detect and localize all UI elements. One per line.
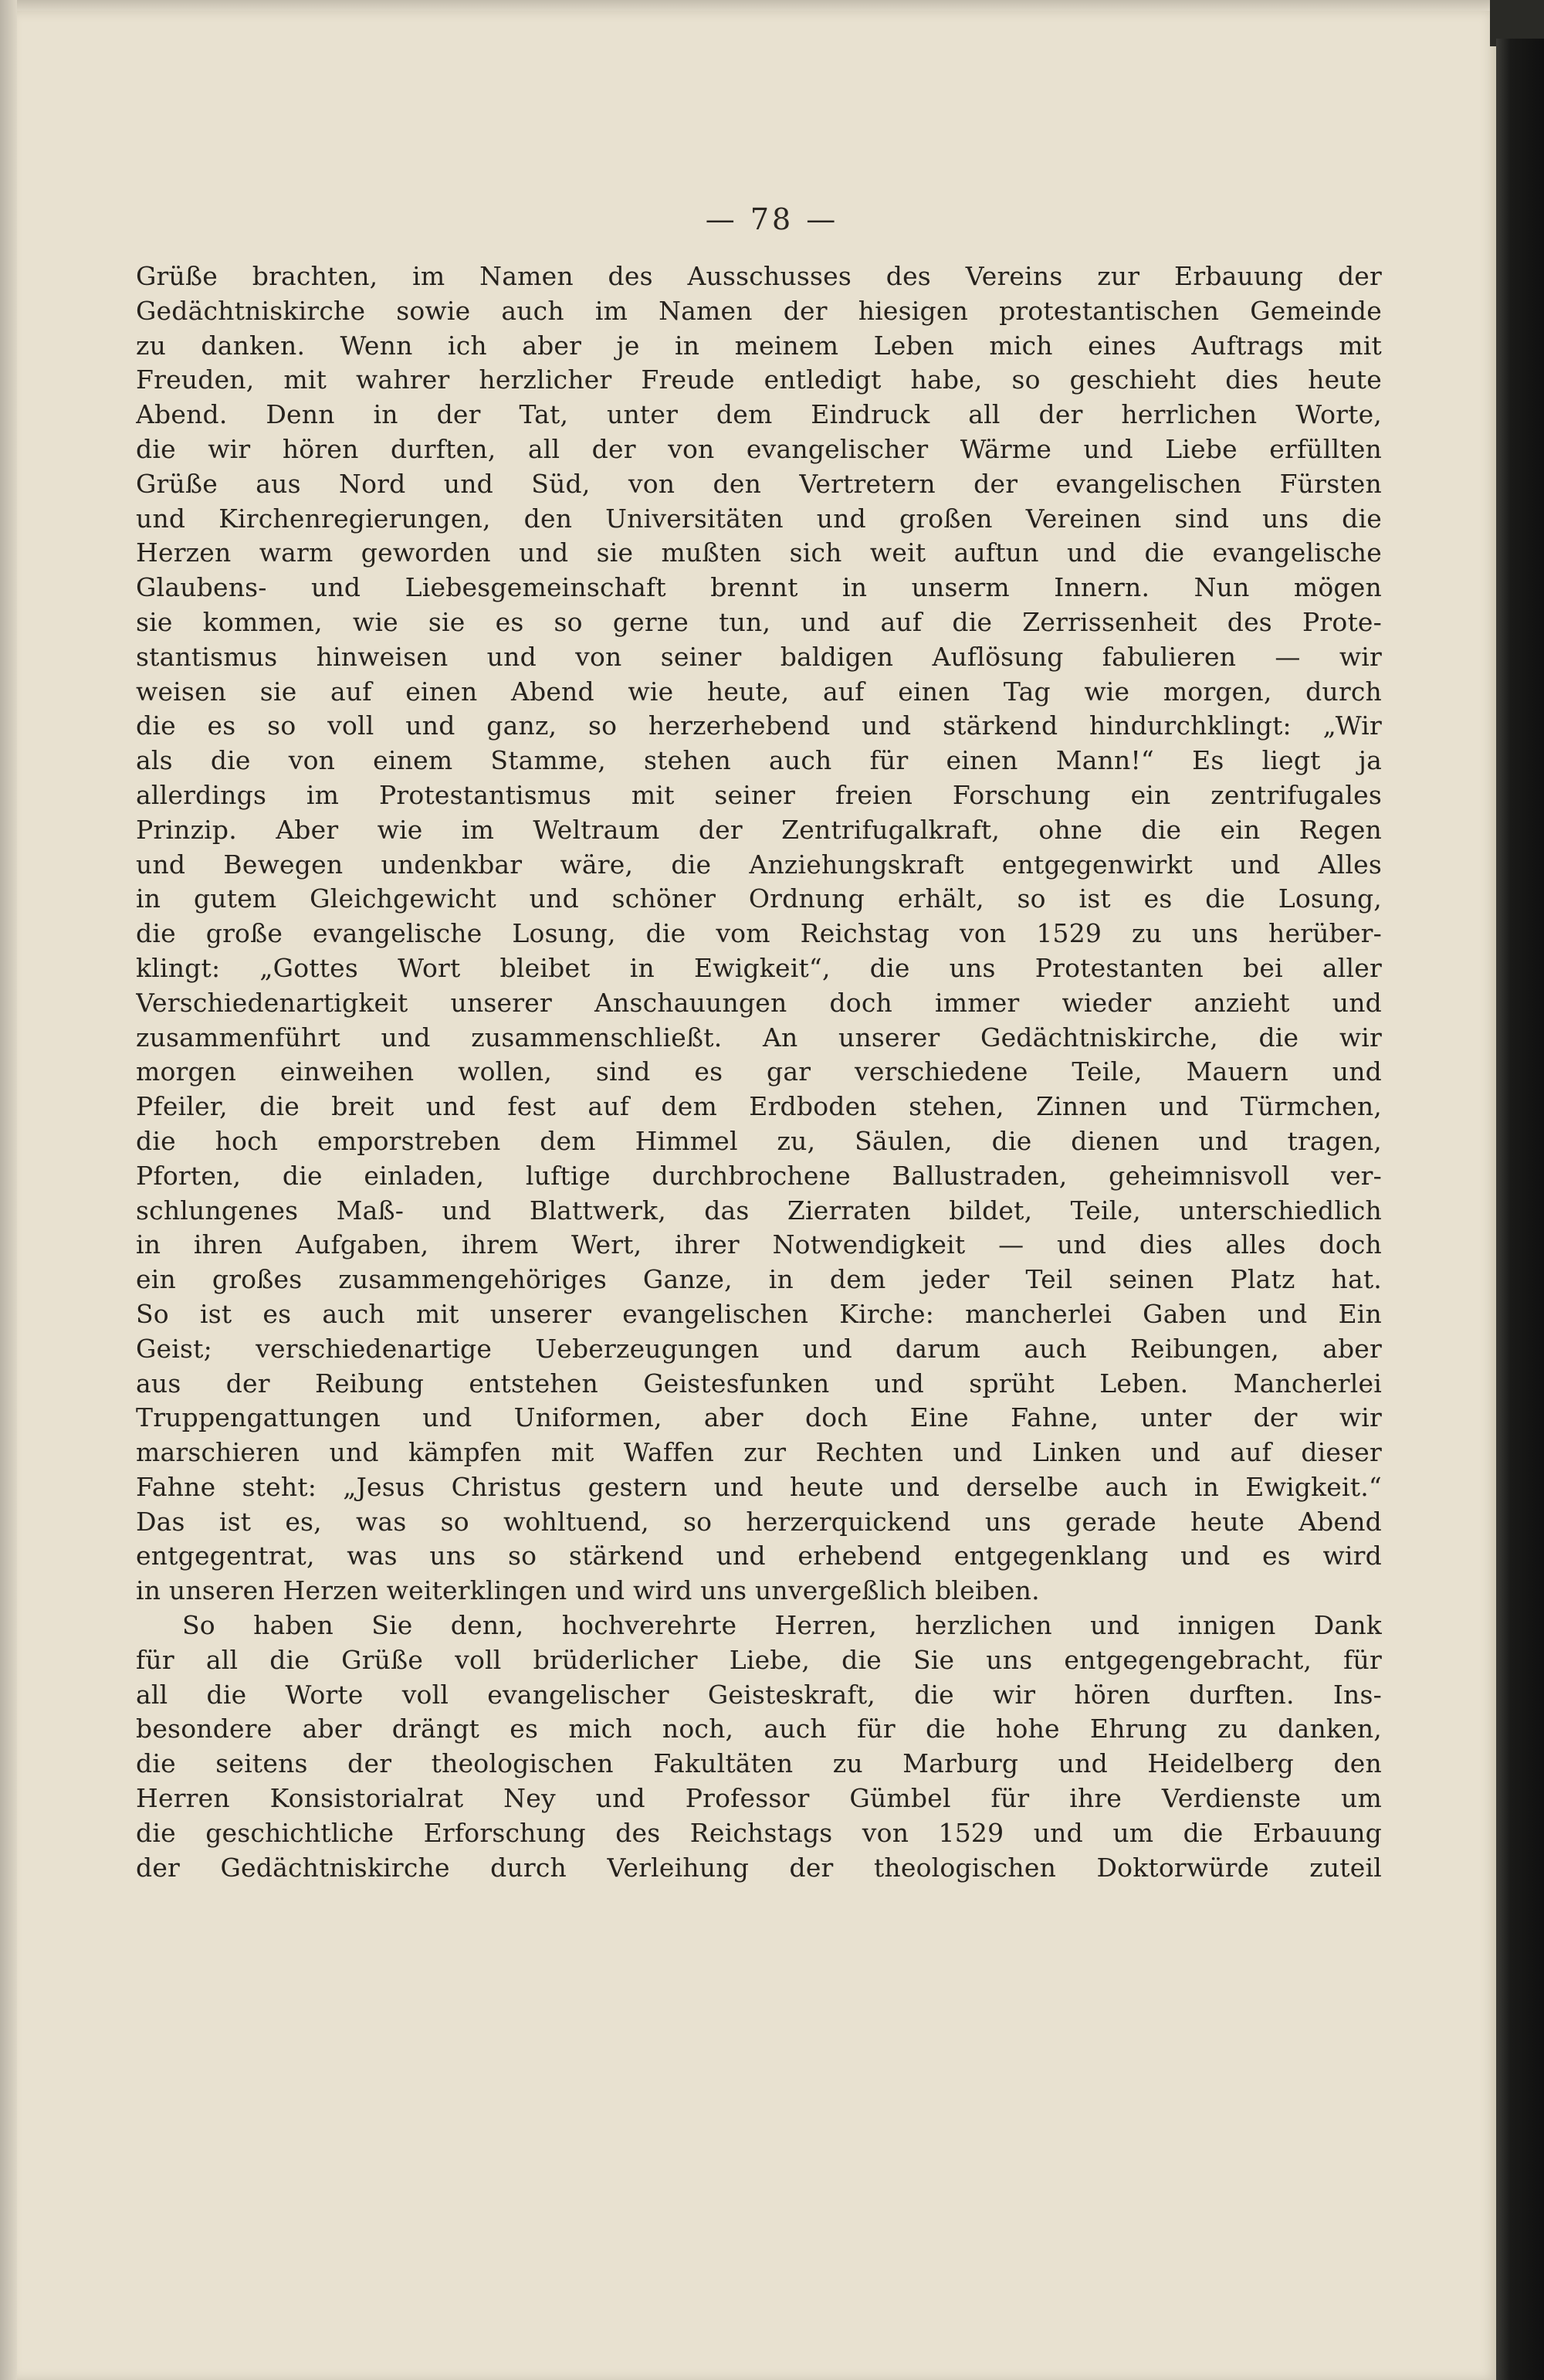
text-line: entgegentrat, was uns so stärkend und erhebend entgegenklang und es wird <box>136 1541 1382 1571</box>
text-line: als die von einem Stamme, stehen auch für einen Mann!“ Es liegt ja <box>136 745 1382 776</box>
text-line: morgen einweihen wollen, sind es gar verschiedene Teile, Mauern und <box>136 1056 1382 1087</box>
text-line: ein großes zusammengehöriges Ganze, in dem jeder Teil seinen Platz hat. <box>136 1264 1382 1295</box>
text-line: die große evangelische Losung, die vom Reichstag von 1529 zu uns herüber- <box>136 918 1382 949</box>
page-number: — 78 — <box>705 202 839 236</box>
text-line: Geist; verschiedenartige Ueberzeugungen und darum auch Reibungen, aber <box>136 1333 1382 1364</box>
text-line: schlungenes Maß- und Blattwerk, das Zierraten bildet, Teile, unterschiedlich <box>136 1195 1382 1226</box>
text-line: für all die Grüße voll brüderlicher Liebe, die Sie uns entgegengebracht, für <box>136 1644 1382 1675</box>
text-line: Herren Konsistorialrat Ney und Professor Gümbel für ihre Verdienste um <box>136 1783 1382 1814</box>
text-line: So ist es auch mit unserer evangelischen Kirche: mancherlei Gaben und Ein <box>136 1298 1382 1329</box>
text-line: stantismus hinweisen und von seiner baldigen Auflösung fabulieren — wir <box>136 641 1382 672</box>
text-line: Grüße aus Nord und Süd, von den Vertretern der evangelischen Fürsten <box>136 468 1382 499</box>
text-line: in unseren Herzen weiterklingen und wird uns unvergeßlich bleiben. <box>136 1575 1040 1606</box>
text-line: die es so voll und ganz, so herzerhebend und stärkend hindurchklingt: „Wir <box>136 710 1382 741</box>
text-line: weisen sie auf einen Abend wie heute, auf einen Tag wie morgen, durch <box>136 676 1382 707</box>
text-line: allerdings im Protestantismus mit seiner freien Forschung ein zentrifugales <box>136 779 1382 810</box>
text-line: Gedächtniskirche sowie auch im Namen der hiesigen protestantischen Gemeinde <box>136 295 1382 326</box>
text-line: zu danken. Wenn ich aber je in meinem Leben mich eines Auftrags mit <box>136 330 1382 361</box>
text-line: die geschichtliche Erforschung des Reichstags von 1529 und um die Erbauung <box>136 1817 1382 1848</box>
text-line: Grüße brachten, im Namen des Ausschusses des Vereins zur Erbauung der <box>136 261 1382 291</box>
text-line: die seitens der theologischen Fakultäten zu Marburg und Heidelberg den <box>136 1748 1382 1779</box>
scan-left-edge <box>0 0 17 2380</box>
text-line: zusammenführt und zusammenschließt. An unserer Gedächtniskirche, die wir <box>136 1022 1382 1053</box>
text-line: all die Worte voll evangelischer Geisteskraft, die wir hören durften. Ins- <box>136 1679 1382 1710</box>
text-line: Herzen warm geworden und sie mußten sich weit auftun und die evangelische <box>136 537 1382 568</box>
text-line: Glaubens- und Liebesgemeinschaft brennt in unserm Innern. Nun mögen <box>136 572 1382 603</box>
text-line: und Kirchenregierungen, den Universitäten und großen Vereinen sind uns die <box>136 503 1382 534</box>
book-binding <box>1496 39 1544 2380</box>
text-line: sie kommen, wie sie es so gerne tun, und auf die Zerrissenheit des Prote- <box>136 606 1382 637</box>
text-line: Prinzip. Aber wie im Weltraum der Zentrifugalkraft, ohne die ein Regen <box>136 814 1382 845</box>
text-line: Das ist es, was so wohltuend, so herzerquickend uns gerade heute Abend <box>136 1506 1382 1537</box>
text-line: Freuden, mit wahrer herzlicher Freude entledigt habe, so geschieht dies heute <box>136 364 1382 395</box>
text-line: Abend. Denn in der Tat, unter dem Eindruck all der herrlichen Worte, <box>136 399 1382 430</box>
text-line: in ihren Aufgaben, ihrem Wert, ihrer Notwendigkeit — und dies alles doch <box>136 1229 1382 1260</box>
text-line: marschieren und kämpfen mit Waffen zur Rechten und Linken und auf dieser <box>136 1437 1382 1468</box>
text-line: in gutem Gleichgewicht und schöner Ordnung erhält, so ist es die Losung, <box>136 883 1382 914</box>
text-line: So haben Sie denn, hochverehrte Herren, herzlichen und innigen Dank <box>182 1610 1382 1641</box>
text-line: die wir hören durften, all der von evangelischer Wärme und Liebe erfüllten <box>136 433 1382 464</box>
text-line: die hoch emporstreben dem Himmel zu, Säulen, die dienen und tragen, <box>136 1125 1382 1156</box>
text-line: Pfeiler, die breit und fest auf dem Erdboden stehen, Zinnen und Türmchen, <box>136 1091 1382 1122</box>
text-line: besondere aber drängt es mich noch, auch für die hohe Ehrung zu danken, <box>136 1714 1382 1744</box>
text-line: der Gedächtniskirche durch Verleihung der theologischen Doktorwürde zuteil <box>136 1852 1382 1883</box>
text-line: aus der Reibung entstehen Geistesfunken und sprüht Leben. Mancherlei <box>136 1368 1382 1399</box>
text-line: Pforten, die einladen, luftige durchbrochene Ballustraden, geheimnisvoll ver- <box>136 1160 1382 1191</box>
body-text <box>136 259 1382 1885</box>
scan-top-edge <box>0 0 1544 11</box>
text-line: und Bewegen undenkbar wäre, die Anziehungskraft entgegenwirkt und Alles <box>136 849 1382 880</box>
text-line: Verschiedenartigkeit unserer Anschauungen doch immer wieder anzieht und <box>136 987 1382 1018</box>
text-line: Fahne steht: „Jesus Christus gestern und heute und derselbe auch in Ewigkeit.“ <box>136 1471 1382 1502</box>
text-line: klingt: „Gottes Wort bleibet in Ewigkeit“, die uns Protestanten bei aller <box>136 952 1382 983</box>
text-line: Truppengattungen und Uniformen, aber doch Eine Fahne, unter der wir <box>136 1402 1382 1433</box>
